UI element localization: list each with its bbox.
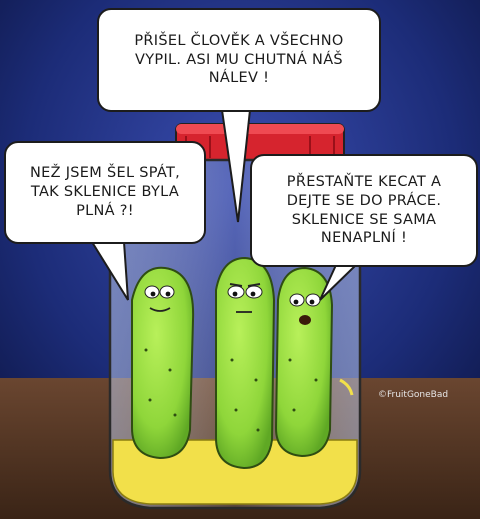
cucumber-left [132,268,193,458]
speech-text-left: NEŽ JSEM ŠEL SPÁT, TAK SKLENICE BYLA PLNÁ ?! [29,165,181,219]
cucumber-middle [216,258,274,468]
speech-bubble-left [4,141,206,244]
speech-text-top: PŘIŠEL ČLOVĚK A VŠECHNO VYPIL. ASI MU CHUTNÁ NÁŠ NÁLEV ! [134,32,344,87]
artist-credit: ©FruitGoneBad [378,390,449,400]
speech-bubble-right [250,154,478,267]
speech-bubble-top [97,8,381,112]
speech-text-right: PŘESTAŇTE KECAT A DEJTE SE DO PRÁCE. SKLENICE SE SAMA NENAPLNÍ ! [286,173,442,247]
